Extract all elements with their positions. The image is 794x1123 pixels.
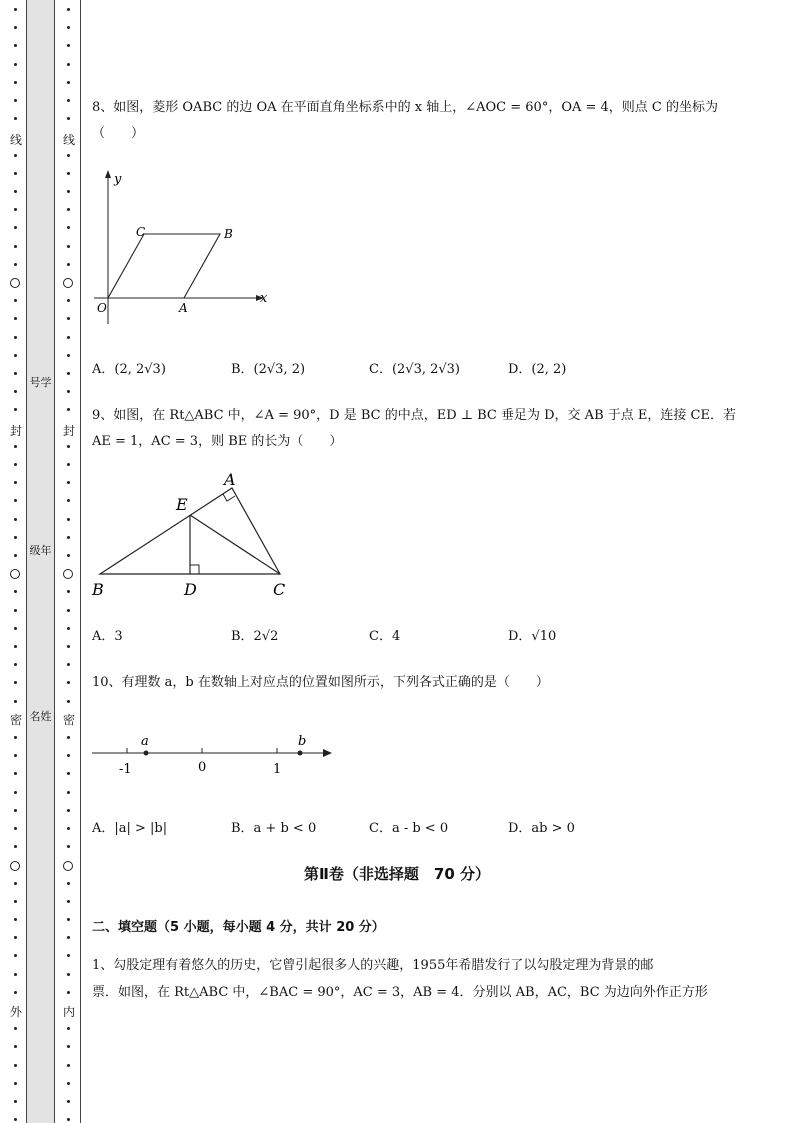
cut-line-dot bbox=[67, 663, 70, 666]
label-e: E bbox=[176, 495, 188, 514]
question-8-blank: （ ） bbox=[92, 126, 145, 141]
cut-line-dot bbox=[67, 700, 70, 703]
cut-line-dot bbox=[14, 809, 17, 812]
cut-line-dot bbox=[14, 736, 17, 739]
cut-line-dot bbox=[14, 663, 17, 666]
cut-line-dot bbox=[67, 772, 70, 775]
cut-line-dot bbox=[67, 372, 70, 375]
student-info-strip bbox=[26, 0, 55, 1123]
cut-line-dot bbox=[14, 900, 17, 903]
cut-line-dot bbox=[67, 518, 70, 521]
cut-line-dot bbox=[67, 317, 70, 320]
cut-line-dot bbox=[14, 936, 17, 939]
rhombus-oabc bbox=[108, 234, 220, 298]
cut-line-dot bbox=[67, 845, 70, 848]
q10-option-d: D．ab > 0 bbox=[508, 821, 575, 836]
cut-line-marker-text: 密 bbox=[62, 713, 75, 727]
fill-in-question-1-text-line2: 票．如图，在 Rt△ABC 中，∠BAC = 90°，AC = 3，AB = 4．分别以 AB，AC，BC 为边向外作正方形 bbox=[92, 985, 708, 1000]
q10-option-b: B．a + b < 0 bbox=[231, 821, 317, 836]
cut-line-dot bbox=[14, 845, 17, 848]
cut-line-dot bbox=[14, 408, 17, 411]
cut-line-dot bbox=[14, 208, 17, 211]
cut-line-dot bbox=[14, 681, 17, 684]
cut-line-dot bbox=[67, 208, 70, 211]
cut-line-dot bbox=[14, 336, 17, 339]
cut-line-dot bbox=[14, 8, 17, 11]
cut-line-dot bbox=[14, 499, 17, 502]
cut-line-marker-text: 线 bbox=[62, 133, 75, 147]
cut-line-dot bbox=[67, 1064, 70, 1067]
cut-line-dot bbox=[14, 245, 17, 248]
cut-line-dot bbox=[67, 627, 70, 630]
cut-line-dot bbox=[67, 918, 70, 921]
cut-line-dot bbox=[14, 973, 17, 976]
point-a-marker bbox=[144, 751, 149, 756]
cut-line-dot bbox=[67, 154, 70, 157]
segment-ce bbox=[190, 515, 280, 574]
cut-line-dot bbox=[67, 81, 70, 84]
fill-in-section-heading: 二、填空题（5 小题，每小题 4 分，共计 20 分） bbox=[92, 920, 385, 935]
binding-hole-circle bbox=[10, 278, 20, 288]
cut-line-dot bbox=[67, 390, 70, 393]
cut-line-marker-text: 外 bbox=[9, 1005, 22, 1019]
label-b: B bbox=[224, 227, 233, 241]
cut-line-dot bbox=[67, 354, 70, 357]
cut-line-dot bbox=[14, 590, 17, 593]
cut-line-dot bbox=[14, 99, 17, 102]
cut-line-dot bbox=[14, 190, 17, 193]
cut-line-dot bbox=[67, 336, 70, 339]
cut-line-dot bbox=[14, 518, 17, 521]
cut-line-dot bbox=[67, 1118, 70, 1121]
cut-line-dot bbox=[14, 390, 17, 393]
cut-line-dot bbox=[14, 645, 17, 648]
cut-line-dot bbox=[67, 117, 70, 120]
label-a: A bbox=[224, 470, 236, 489]
cut-line-dot bbox=[14, 754, 17, 757]
cut-line-dot bbox=[14, 991, 17, 994]
cut-line-dot bbox=[14, 918, 17, 921]
cut-line-dot bbox=[14, 44, 17, 47]
q8-option-a: A．(2, 2√3) bbox=[92, 362, 166, 377]
cut-line-dot bbox=[67, 681, 70, 684]
cut-line-dot bbox=[67, 590, 70, 593]
cut-line-dot bbox=[14, 536, 17, 539]
cut-line-dot bbox=[14, 354, 17, 357]
cut-line-dot bbox=[14, 700, 17, 703]
cut-line-marker-text: 封 bbox=[9, 424, 22, 438]
tick-label-1: 1 bbox=[273, 762, 282, 777]
cut-line-marker-text: 密 bbox=[9, 713, 22, 727]
question-9-text-line2: AE = 1，AC = 3，则 BE 的长为（ ） bbox=[92, 434, 343, 449]
outer-dotted-cut-line bbox=[8, 0, 24, 1123]
cut-line-dot bbox=[67, 954, 70, 957]
cut-line-dot bbox=[14, 172, 17, 175]
cut-line-dot bbox=[14, 463, 17, 466]
question-9-text: 9、如图，在 Rt△ABC 中，∠A = 90°，D 是 BC 的中点，ED ⊥ BC 垂足为 D，交 AB 于点 E，连接 CE．若 bbox=[92, 408, 736, 423]
binding-hole-circle bbox=[63, 569, 73, 579]
cut-line-dot bbox=[14, 81, 17, 84]
cut-line-dot bbox=[14, 26, 17, 29]
cut-line-dot bbox=[67, 44, 70, 47]
cut-line-dot bbox=[67, 8, 70, 11]
label-y: y bbox=[114, 172, 122, 187]
q9-triangle-figure bbox=[88, 468, 300, 602]
q9-option-b: B．2√2 bbox=[231, 629, 279, 644]
cut-line-dot bbox=[67, 463, 70, 466]
cut-line-dot bbox=[14, 1027, 17, 1030]
cut-line-dot bbox=[14, 372, 17, 375]
q8-option-d: D．(2, 2) bbox=[508, 362, 567, 377]
right-angle-a bbox=[223, 494, 235, 501]
cut-line-dot bbox=[14, 299, 17, 302]
cut-line-dot bbox=[67, 536, 70, 539]
field-label-name: 名姓 bbox=[29, 710, 52, 723]
right-angle-d bbox=[190, 565, 199, 574]
cut-line-marker-text: 内 bbox=[62, 1005, 75, 1019]
cut-line-dot bbox=[67, 1082, 70, 1085]
cut-line-dot bbox=[67, 609, 70, 612]
cut-line-dot bbox=[14, 154, 17, 157]
q8-option-c: C．(2√3, 2√3) bbox=[369, 362, 461, 377]
tick-label-0: 0 bbox=[198, 760, 207, 775]
cut-line-dot bbox=[14, 445, 17, 448]
q9-option-a: A．3 bbox=[92, 629, 123, 644]
cut-line-dot bbox=[14, 609, 17, 612]
cut-line-marker-text: 封 bbox=[62, 424, 75, 438]
label-d: D bbox=[184, 580, 197, 599]
q10-option-c: C．a - b < 0 bbox=[369, 821, 449, 836]
cut-line-dot bbox=[14, 882, 17, 885]
binding-hole-circle bbox=[63, 278, 73, 288]
cut-line-dot bbox=[14, 1064, 17, 1067]
field-label-student-number: 号学 bbox=[29, 376, 52, 389]
cut-line-dot bbox=[67, 754, 70, 757]
cut-line-dot bbox=[14, 317, 17, 320]
cut-line-dot bbox=[67, 245, 70, 248]
cut-line-dot bbox=[67, 99, 70, 102]
label-a: A bbox=[179, 301, 188, 315]
fill-in-question-1-text: 1、勾股定理有着悠久的历史，它曾引起很多人的兴趣，1955年希腊发行了以勾股定理为背景的邮 bbox=[92, 958, 654, 973]
cut-line-dot bbox=[67, 1045, 70, 1048]
q10-number-line-figure bbox=[88, 728, 338, 780]
cut-line-dot bbox=[14, 554, 17, 557]
cut-line-dot bbox=[67, 900, 70, 903]
cut-line-dot bbox=[14, 481, 17, 484]
point-b-marker bbox=[298, 751, 303, 756]
q8-option-b: B．(2√3, 2) bbox=[231, 362, 306, 377]
binding-hole-circle bbox=[10, 569, 20, 579]
cut-line-dot bbox=[67, 190, 70, 193]
cut-line-dot bbox=[67, 172, 70, 175]
cut-line-dot bbox=[14, 1045, 17, 1048]
cut-line-dot bbox=[14, 226, 17, 229]
cut-line-dot bbox=[67, 299, 70, 302]
q9-option-d: D．√10 bbox=[508, 629, 557, 644]
question-10-text: 10、有理数 a，b 在数轴上对应点的位置如图所示，下列各式正确的是（ ） bbox=[92, 675, 549, 690]
part-2-title: 第Ⅱ卷（非选择题 70 分） bbox=[304, 865, 490, 883]
cut-line-dot bbox=[67, 499, 70, 502]
cut-line-dot bbox=[14, 117, 17, 120]
cut-line-dot bbox=[67, 882, 70, 885]
cut-line-dot bbox=[67, 481, 70, 484]
cut-line-dot bbox=[67, 26, 70, 29]
binding-hole-circle bbox=[10, 861, 20, 871]
cut-line-dot bbox=[67, 973, 70, 976]
cut-line-dot bbox=[67, 936, 70, 939]
label-x: x bbox=[260, 291, 268, 306]
field-label-grade: 级年 bbox=[29, 544, 52, 557]
cut-line-dot bbox=[67, 991, 70, 994]
label-b: B bbox=[92, 580, 104, 599]
question-8-text: 8、如图，菱形 OABC 的边 OA 在平面直角坐标系中的 x 轴上，∠AOC = 60°，OA = 4，则点 C 的坐标为 bbox=[92, 100, 718, 115]
q9-option-c: C．4 bbox=[369, 629, 401, 644]
cut-line-dot bbox=[14, 263, 17, 266]
cut-line-dot bbox=[67, 408, 70, 411]
point-a-label: a bbox=[141, 734, 149, 749]
cut-line-dot bbox=[14, 954, 17, 957]
binding-border-line bbox=[80, 0, 81, 1123]
cut-line-dot bbox=[14, 1118, 17, 1121]
q10-option-a: A．|a| > |b| bbox=[92, 821, 168, 836]
cut-line-dot bbox=[14, 1100, 17, 1103]
cut-line-dot bbox=[14, 627, 17, 630]
cut-line-dot bbox=[67, 1027, 70, 1030]
point-b-label: b bbox=[298, 734, 307, 749]
cut-line-dot bbox=[67, 809, 70, 812]
cut-line-dot bbox=[67, 63, 70, 66]
label-c: C bbox=[273, 580, 286, 599]
label-c: C bbox=[136, 225, 146, 239]
cut-line-dot bbox=[67, 645, 70, 648]
cut-line-dot bbox=[67, 791, 70, 794]
cut-line-dot bbox=[67, 445, 70, 448]
cut-line-dot bbox=[14, 772, 17, 775]
cut-line-dot bbox=[14, 791, 17, 794]
cut-line-dot bbox=[67, 554, 70, 557]
cut-line-dot bbox=[67, 827, 70, 830]
cut-line-dot bbox=[67, 736, 70, 739]
cut-line-dot bbox=[67, 1100, 70, 1103]
cut-line-dot bbox=[14, 1082, 17, 1085]
tick-label-minus-1: -1 bbox=[119, 762, 132, 777]
binding-hole-circle bbox=[63, 861, 73, 871]
cut-line-dot bbox=[14, 63, 17, 66]
inner-dotted-cut-line bbox=[61, 0, 77, 1123]
label-o: O bbox=[97, 301, 107, 315]
cut-line-marker-text: 线 bbox=[9, 133, 22, 147]
cut-line-dot bbox=[14, 827, 17, 830]
cut-line-dot bbox=[67, 226, 70, 229]
cut-line-dot bbox=[67, 263, 70, 266]
q8-rhombus-figure bbox=[88, 168, 278, 330]
